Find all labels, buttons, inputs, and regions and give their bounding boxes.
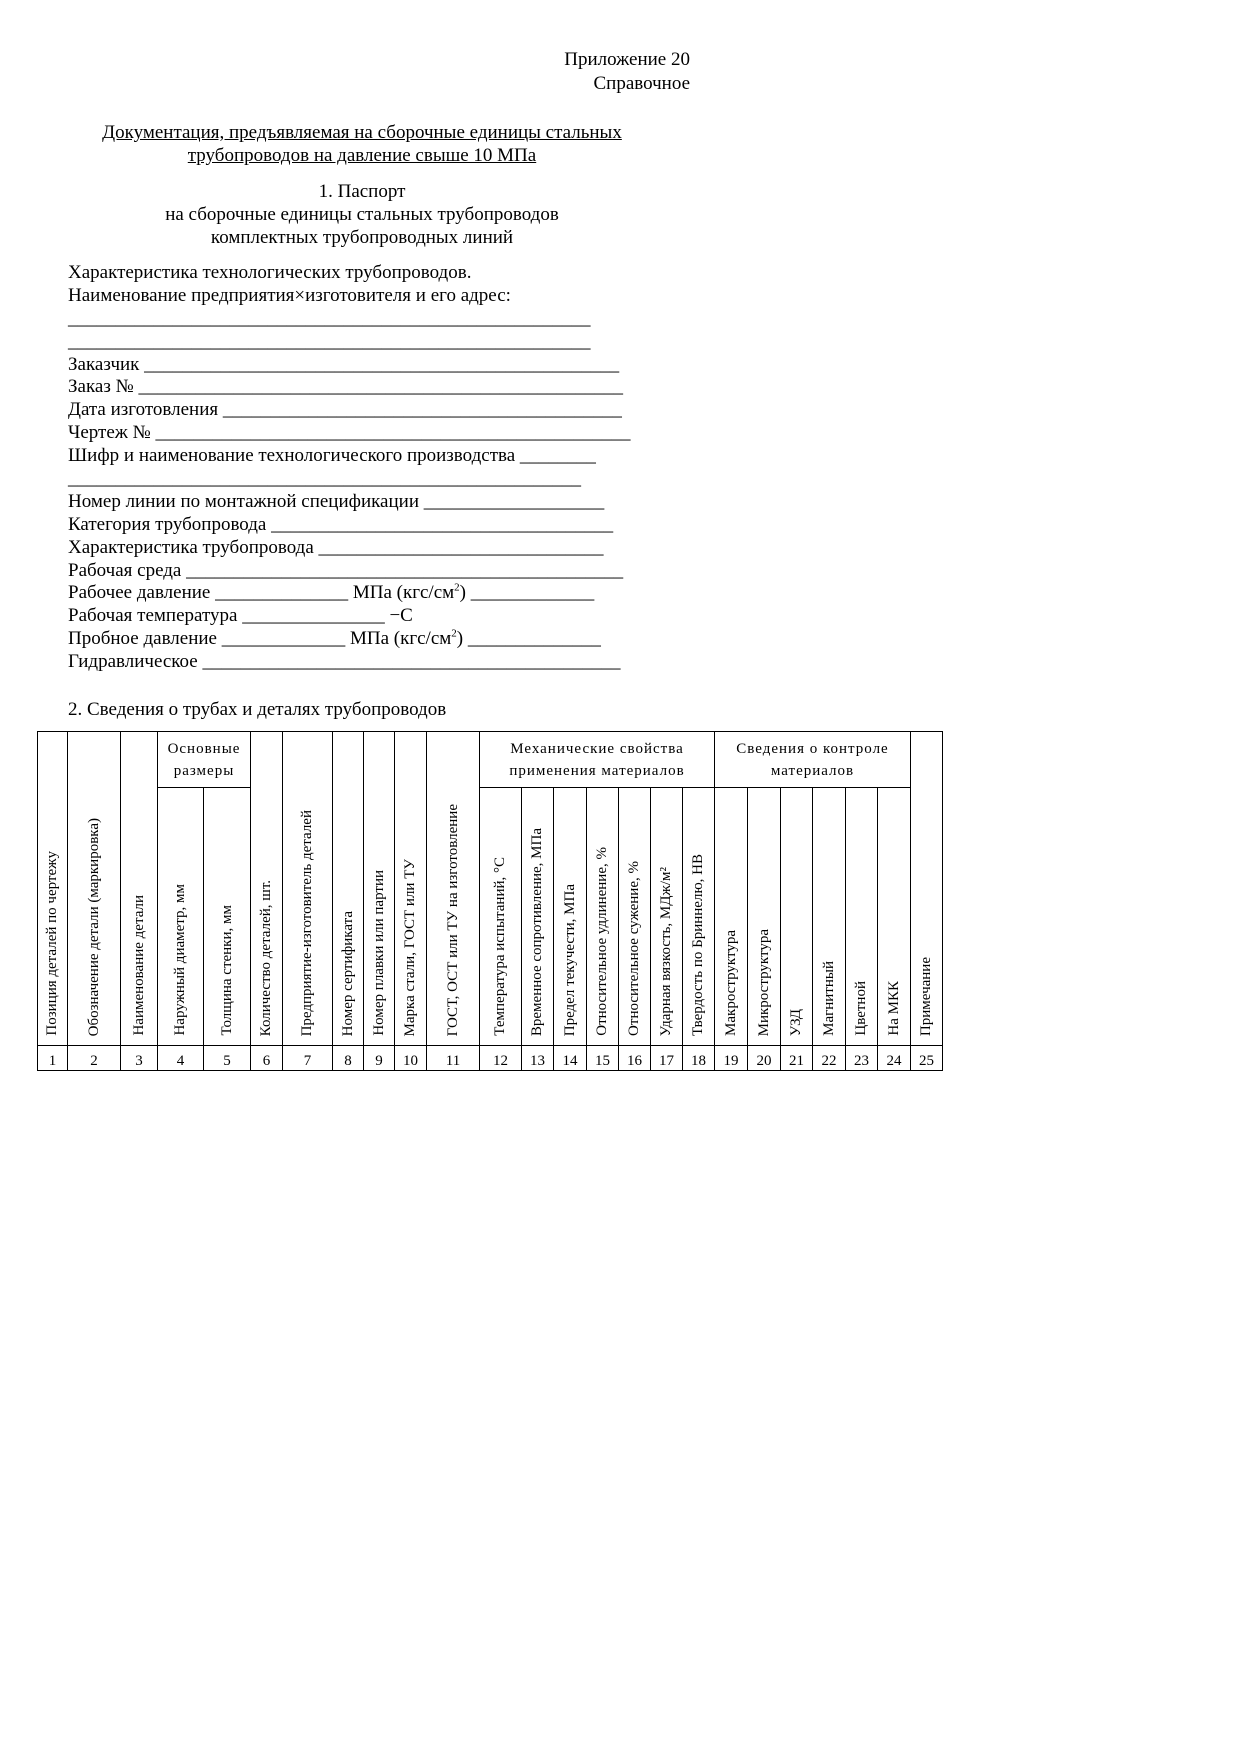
col-header-1-text: Позиция деталей по чертежу [44, 851, 60, 1036]
col-header-18-text: Твердость по Бриннелю, НВ [690, 854, 706, 1036]
superscript: 2 [451, 627, 457, 640]
col-header-6-text: Количество деталей, шт. [258, 879, 274, 1036]
field-customer: Заказчик __________________________________________________ [68, 353, 620, 375]
field-blank-line-1: _______________________________________________________ [68, 307, 591, 329]
field-drawing-number: Чертеж № __________________________________________________ [68, 422, 631, 444]
col-header-22 [813, 788, 846, 1046]
field-working-temperature: Рабочая температура _______________ −С [68, 605, 413, 627]
col-number: 13 [522, 1046, 554, 1071]
col-header-3-text: Наименование детали [130, 895, 147, 1036]
field-working-pressure [68, 582, 688, 605]
col-header-3 [121, 732, 158, 1046]
superscript: 2 [454, 582, 460, 595]
col-header-19-text: Макроструктура [722, 930, 739, 1036]
col-header-14-text: Предел текучести, МПа [561, 883, 578, 1036]
col-number: 14 [554, 1046, 587, 1071]
title-line-1: Документация, предъявляемая на сборочные единицы стальных [102, 122, 622, 143]
col-header-23 [846, 788, 878, 1046]
col-header-15-text: Относительное удлинение, % [594, 847, 610, 1036]
col-number: 3 [121, 1046, 158, 1071]
field-working-medium: Рабочая среда ______________________________________________ [68, 559, 624, 581]
field-blank-line-2: _______________________________________________________ [68, 330, 591, 352]
col-header-9-text: Номер плавки или партии [370, 870, 387, 1036]
field-pipeline-category: Категория трубопровода ____________________________________ [68, 513, 614, 535]
col-header-5 [204, 788, 251, 1046]
col-header-13-text: Временное сопротивление, МПа [529, 827, 545, 1036]
title-line-2: трубопроводов на давление свыше 10 МПа [187, 145, 537, 166]
field-characteristic: Характеристика технологических трубопроводов. [68, 262, 472, 283]
col-header-20-text: Микроструктура [755, 928, 772, 1036]
field-manufacturer: Наименование предприятия×изготовителя и его адрес: [68, 284, 511, 306]
passport-fields [68, 262, 688, 674]
passport-line-1: 1. Паспорт [318, 181, 406, 202]
col-header-9 [364, 732, 395, 1046]
field-manufacture-date: Дата изготовления __________________________________________ [68, 399, 622, 421]
col-header-17-text: Ударная вязкость, МДж/м² [658, 866, 674, 1036]
appendix-label [0, 48, 690, 96]
col-number: 11 [427, 1046, 480, 1071]
col-header-8 [333, 732, 364, 1046]
col-number: 6 [251, 1046, 283, 1071]
col-number: 5 [204, 1046, 251, 1071]
col-number: 25 [911, 1046, 943, 1071]
pipes-details-table [37, 731, 943, 1071]
col-header-18 [683, 788, 715, 1046]
col-header-22-text: Магнитный [820, 961, 837, 1036]
col-header-16 [619, 788, 651, 1046]
field-test-pressure [68, 628, 688, 651]
section-2-heading: 2. Сведения о трубах и деталях трубопроводов [68, 699, 447, 720]
col-number: 1 [38, 1046, 68, 1071]
col-number: 18 [683, 1046, 715, 1071]
test-pressure-text: Пробное давление _____________ МПа (кгс/см [68, 628, 452, 650]
col-number: 15 [587, 1046, 619, 1071]
col-header-2 [68, 732, 121, 1046]
col-header-15 [587, 788, 619, 1046]
col-number: 24 [878, 1046, 911, 1071]
col-header-7-text: Предприятие-изготовитель деталей [299, 809, 315, 1036]
col-number: 10 [395, 1046, 427, 1071]
col-header-4 [158, 788, 204, 1046]
col-number: 22 [813, 1046, 846, 1071]
appendix-number: Приложение 20 [564, 49, 690, 70]
col-number: 2 [68, 1046, 121, 1071]
col-header-19 [715, 788, 748, 1046]
col-number: 21 [781, 1046, 813, 1071]
col-header-11-text: ГОСТ, ОСТ или ТУ на изготовление [444, 803, 461, 1036]
col-header-13 [522, 788, 554, 1046]
column-numbers-row [38, 1046, 943, 1071]
group-mechanical-properties: Механические свойства применения материалов [480, 732, 715, 788]
col-number: 7 [283, 1046, 333, 1071]
working-pressure-text: Рабочее давление ______________ МПа (кгс/см [68, 582, 455, 604]
passport-line-2: на сборочные единицы стальных трубопроводов [165, 204, 559, 225]
col-header-6 [251, 732, 283, 1046]
col-header-23-text: Цветной [853, 981, 869, 1036]
group-main-dimensions: Основные размеры [158, 732, 251, 788]
col-header-25-text: Примечание [918, 956, 934, 1036]
col-header-16-text: Относительное сужение, % [626, 861, 642, 1036]
col-header-24 [878, 788, 911, 1046]
working-pressure-tail: ) _____________ [459, 582, 595, 604]
col-header-21-text: УЗД [788, 1008, 804, 1036]
field-order-number: Заказ № ___________________________________________________ [68, 376, 623, 398]
col-number: 12 [480, 1046, 522, 1071]
col-number: 19 [715, 1046, 748, 1071]
col-header-24-text: На МКК [885, 981, 902, 1036]
passport-line-3: комплектных трубопроводных линий [210, 227, 514, 248]
col-number: 9 [364, 1046, 395, 1071]
col-header-2-text: Обозначение детали (маркировка) [85, 817, 102, 1036]
passport-heading [72, 180, 652, 249]
field-blank-line-3: ______________________________________________________ [68, 468, 581, 490]
field-line-number: Номер линии по монтажной спецификации ___________________ [68, 490, 605, 512]
col-header-12 [480, 788, 522, 1046]
col-header-20 [748, 788, 781, 1046]
col-header-12-text: Температура испытаний, °С [492, 857, 508, 1036]
col-header-17 [651, 788, 683, 1046]
test-pressure-tail: ) ______________ [456, 628, 601, 650]
col-number: 23 [846, 1046, 878, 1071]
field-hydraulic: Гидравлическое ____________________________________________ [68, 651, 621, 673]
col-number: 4 [158, 1046, 204, 1071]
col-number: 17 [651, 1046, 683, 1071]
col-header-7 [283, 732, 333, 1046]
col-number: 20 [748, 1046, 781, 1071]
group-control-info: Сведения о контроле материалов [715, 732, 911, 788]
appendix-type: Справочное [593, 73, 690, 94]
col-header-10-text: Марка стали, ГОСТ или ТУ [402, 858, 418, 1036]
field-production-code: Шифр и наименование технологического производства ________ [68, 445, 596, 467]
col-header-25 [911, 732, 943, 1046]
col-header-11 [427, 732, 480, 1046]
col-header-1 [38, 732, 68, 1046]
col-header-8-text: Номер сертификата [339, 910, 356, 1036]
document-title [72, 121, 652, 167]
col-header-10 [395, 732, 427, 1046]
col-header-4-text: Наружный диаметр, мм [172, 884, 188, 1036]
col-number: 16 [619, 1046, 651, 1071]
col-number: 8 [333, 1046, 364, 1071]
col-header-14 [554, 788, 587, 1046]
field-pipeline-characteristic: Характеристика трубопровода ______________________________ [68, 536, 604, 558]
col-header-5-text: Толщина стенки, мм [218, 905, 235, 1036]
col-header-21 [781, 788, 813, 1046]
